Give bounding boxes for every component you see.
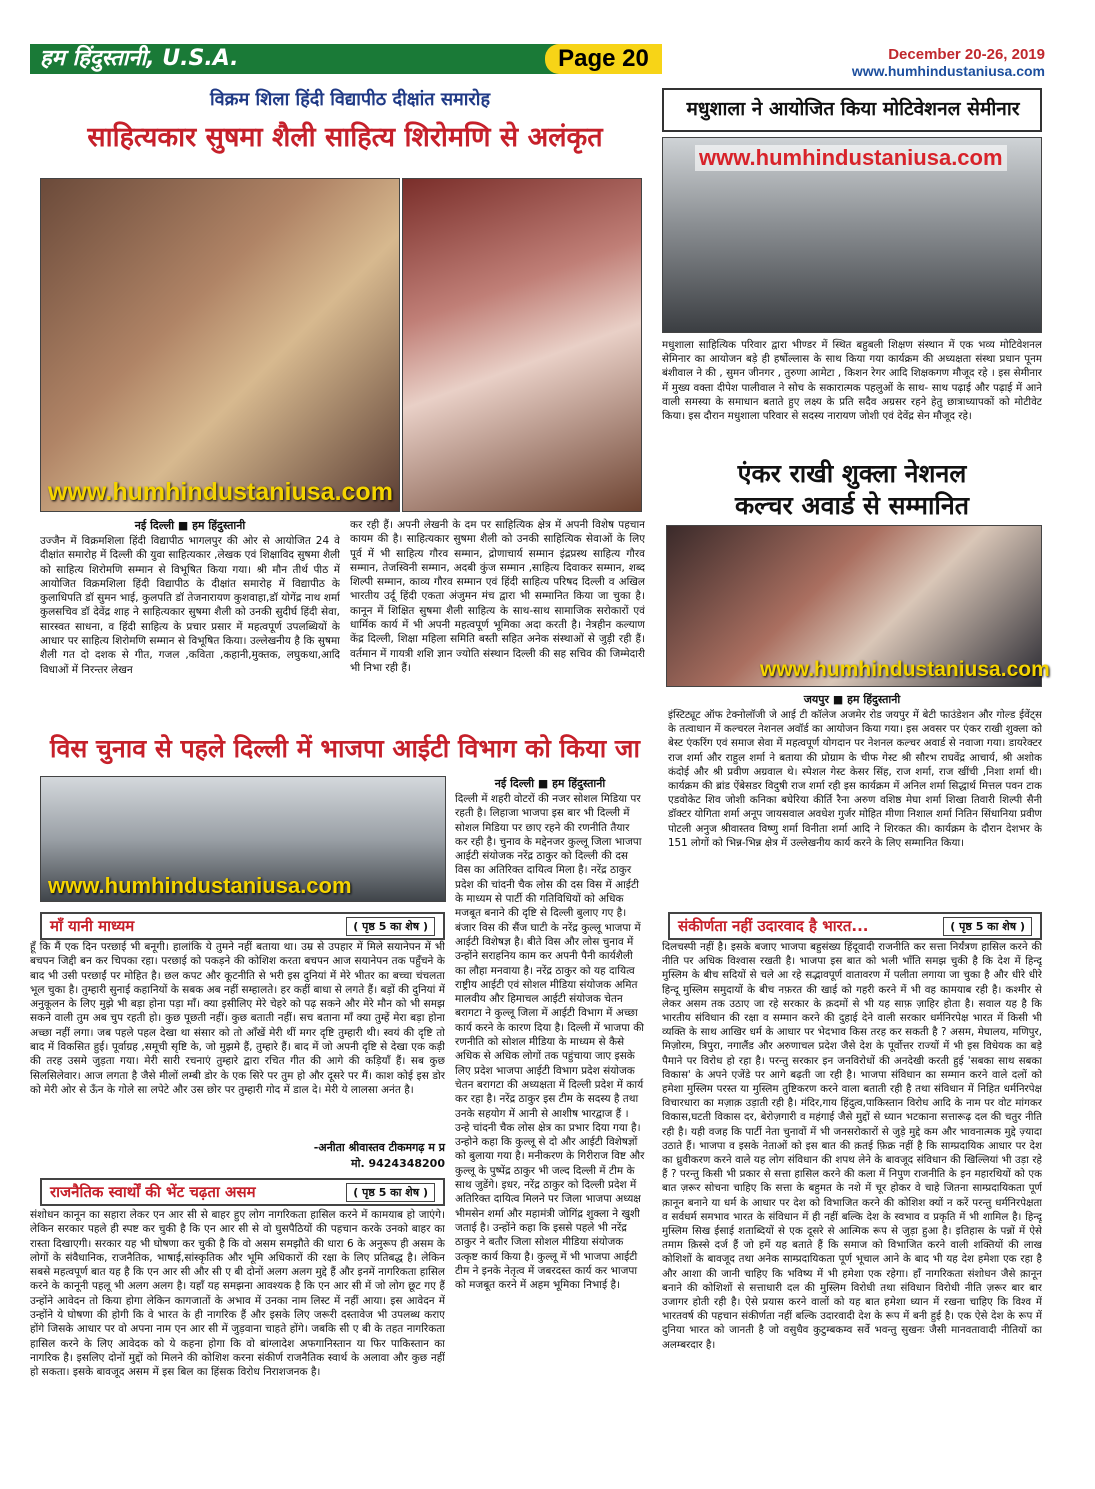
story7-title: संकीर्णता नहीं उदारवाद है भारत... xyxy=(678,917,869,935)
team-watermark: www.humhindustaniusa.com xyxy=(48,873,352,898)
seminar-watermark: www.humhindustaniusa.com xyxy=(695,145,1007,171)
story6-continued: ( पृष्ठ 5 का शेष ) xyxy=(346,1183,435,1202)
story3-body: इंस्टिट्यूट ऑफ टेक्नोलॉजी जे आई टी कॉलेज अजमेर रोड जयपुर में बेटी फाउंडेशन और गोल्ड ईवेंट्स के तत्वाधान में कल्चरल नेशनल अवॉर्ड का आयोजन किया गया। इस अवसर पर एंकर राखी शुक्ला को बेस्ट एंकरिंग एवं समाज सेवा में महत्वपूर्ण योगदान पर नेशनल कल्चर अवार्ड से नवाजा गया। डायरेक्टर राज शर्मा और राहुल शर्मा ने बताया की प्रोग्राम के चीफ गेस्ट श्री सौरभ राघवेंद्र आचार्य, श्री अशोक कंदोई और श्री प्रवीण अग्रवाल थे। स्पेशल गेस्ट केसर सिंह, राज शर्मा, राज खींची ,निशा शर्मा थी। कार्यक्रम की ब्रांड ऐंबेसडर विदुषी राज शर्मा रही इस कार्यक्रम में अनिल शर्मा सिद्धार्थ मित्तल पवन टाक एडवोकेट शिव जोशी कनिका बघेरिया कीर्ति रैना अरुण वशिष्ठ मेघा शर्मा शिखा तिवारी शिल्पी सैनी डॉक्टर योगिता शर्मा अनूप जायसवाल अवधेश गुर्जर मोहित मीणा निशाल शर्मा नितिन सिंधानिया प्रवीण पोटली अनुज श्रीवास्तव विष्णु शर्मा विनीता शर्मा आदि ने शिरकत की। कार्यक्रम के दौरान देशभर के 151 लोगों को भिन्न-भिन्न क्षेत्र में उल्लेखनीय कार्य करने के लिए सम्मानित किया। xyxy=(668,709,1042,849)
story1-column-1: उज्जैन में विक्रमशिला हिंदी विद्यापीठ भागलपुर की ओर से आयोजित 24 वे दीक्षांत समारोह में दिल्ली की युवा साहित्यकार ,लेखक एवं शिक्षाविद सुषमा शैली को साहित्य शिरोमणि सम्मान से विभूषित किया गया। श्री मौन तीर्थ पीठ में आयोजित विक्रमशिला हिंदी विद्यापीठ के दीक्षांत समारोह में विद्यापीठ के कुलाधिपति डॉ सुमन भाई, कुलपति डॉ तेजनारायण कुशवाहा,डॉ योगेंद्र नाथ शर्मा कुलसचिव डॉ देवेंद्र शाह ने साहित्यकार सुषमा शैली को उनकी सुदीर्घ हिंदी सेवा, सारस्वत साधना, व हिंदी साहित्य के प्रचार प्रसार में महत्वपूर्ण उपलब्धियों के आधार पर साहित्य शिरोमणि सम्मान से विभूषित किया। उल्लेखनीय है कि सुषमा शैली गत दो दशक से गीत, गजल ,कविता ,कहानी,मुक्तक, लघुकथा,आदि विधाओं में निरन्तर लेखन xyxy=(40,535,340,676)
story6-body: संशोधन कानून का सहारा लेकर एन आर सी से बाहर हुए लोग नागरिकता हासिल करने में कामयाब हो जाएंगे। लेकिन सरकार पहले ही स्पष्ट कर चुकी है कि एन आर सी से वो घुसपैठियों की पहचान करके उनको बाहर का रास्ता दिखाएगी। सरकार यह भी घोषणा कर चुकी है कि वो असम समझौते की धारा 6 के अनुरूप ही असम के लोगों के संवैधानिक, राजनैतिक, भाषाई,सांस्कृतिक और भूमि अधिकारों की रक्षा के लिए प्रतिबद्ध है। लेकिन सबसे महत्वपूर्ण बात यह है कि एन आर सी और सी ए बी दोनों अलग अलग मुद्दे हैं और इनमें नागरिकता हासिल करने के कानूनी पहलू भी अलग अलग है। यहाँ यह समझना आवश्यक है कि एन आर सी में जो लोग छूट गए हैं उन्होंने आवेदन तो किया होगा लेकिन कागजातों के अभाव में उनका नाम लिस्ट में नहीं आया। इस आवेदन में उन्होंने ये घोषणा की होगी कि वे भारत के ही नागरिक हैं और इसके लिए जरूरी दस्तावेज भी उपलब्ध कराए होंगे जिसके आधार पर वो अपना नाम एन आर सी में जुड़वाना चाहते होंगे। जबकि सी ए बी के तहत नागरिकता हासिल करने के लिए आवेदक को ये कहना होगा कि वो बांग्लादेश अफगानिस्तान या फिर पाकिस्तान का नागरिक है। इसलिए दोनों मुद्दों को मिलने की कोशिश करना संकीर्ण राजनैतिक स्वार्थ के अलावा और कुछ नहीं हो सकता। इसके बावजूद असम में इस बिल का हिंसक विरोध निराशजनक है। xyxy=(30,1209,445,1379)
story5-author: -अनीता श्रीवास्तव टीकमगढ़ म प्र xyxy=(313,1141,445,1154)
story3-headline-2: कल्चर अवार्ड से सम्मानित xyxy=(734,491,970,520)
story5-title: माँ यानी माध्यम xyxy=(50,917,135,935)
story2-headline: मधुशाला ने आयोजित किया मोटिवेशनल सेमीनार xyxy=(686,98,1020,120)
issue-date: December 20-26, 2019 xyxy=(888,46,1045,63)
story3-headline-1: एंकर राखी शुक्ला नेशनल xyxy=(737,459,967,488)
story7-continued: ( पृष्ठ 5 का शेष ) xyxy=(943,917,1032,936)
page-number: Page 20 xyxy=(545,44,662,74)
story5-phone: मो. 9424348200 xyxy=(351,1157,445,1170)
story6-title: राजनैतिक स्वार्थों की भेंट चढ़ता असम xyxy=(50,1183,256,1201)
story1-headline: साहित्यकार सुषमा शैली साहित्य शिरोमणि से अलंकृत xyxy=(87,122,603,153)
website-link[interactable]: www.humhindustaniusa.com xyxy=(851,63,1045,79)
story4-body: दिल्ली में शहरी वोटरों की नजर सोशल मिडिया पर रहती है। लिहाजा भाजपा इस बार भी दिल्ली में सोशल मिडिया पर छाए रहने की रणनीति तैयार कर रही है। चुनाव के मद्देनजर कुल्लू जिला भाजपा आईटी संयोजक नरेंद्र ठाकुर को दिल्ली की दस विस का अतिरिक्त दायित्व मिला है। नरेंद्र ठाकुर प्रदेश की चांदनी चैक लोस की दस विस में आईटी के माध्यम से पार्टी की गतिविधियों को अधिक मजबूत बनाने की दृष्टि से दिल्ली बुलाए गए है। बंजार विस की सैंज घाटी के नरेंद्र कुल्लू भाजपा में आईटी विशेषज्ञ है। बीते विस और लोस चुनाव में उन्होंने सराहनिय काम कर अपनी पैनी कार्यशैली का लौहा मनवाया है। नरेंद्र ठाकुर को यह दायित्व राष्ट्रीय आईटी एवं सोशल मीडिया संयोजक अमित मालवीय और हिमाचल आईटी संयोजक चेतन बरागटा ने कुल्लू जिला में आईटी विभाग में अच्छा कार्य करने के कारण दिया है। दिल्ली में भाजपा की रणनीति को सोशल मीडिया के माध्यम से कैसे अधिक से अधिक लोगों तक पहुंचाया जाए इसके लिए प्रदेश भाजपा आईटी विभाग प्रदेश संयोजक चेतन बरागटा की अध्यक्षता में दिल्ली प्रदेश में कार्य कर रहा है। नरेंद्र ठाकुर इस टीम के सदस्य है तथा उनके सहयोग में आनी से आशीष भारद्वाज हैं । उन्हे चांदनी चैक लोस क्षेत्र का प्रभार दिया गया है। उन्होने कहा कि कुल्लू से दो और आईटी विशेषज्ञों को बुलाया गया है। मनीकरण के गिरीराज विष्ट और कुल्लू के पुष्पेंद्र ठाकुर भी जल्द दिल्ली में टीम के साथ जुडेंगे। इधर, नरेंद्र ठाकुर को दिल्ली प्रदेश में अतिरिक्त दायित्व मिलने पर जिला भाजपा अध्यक्ष भीमसेन शर्मा और महामंत्री जोगिंद्र शुक्ला ने खुशी जताई है। उन्होंने कहा कि इससे पहले भी नरेंद्र ठाकुर ने बतौर जिला सोशल मीडिया संयोजक उत्कृष्ट कार्य किया है। कुल्लू में भी भाजपा आईटी टीम ने इनके नेतृत्व में जबरदस्त कार्य कर भाजपा को मजबूत करने में अहम भूमिका निभाई है। xyxy=(455,793,645,1292)
story1-dateline: नई दिल्ली ■ हम हिंदुस्तानी xyxy=(134,519,246,532)
story1-kicker: विक्रम शिला हिंदी विद्यापीठ दीक्षांत समारोह xyxy=(209,89,491,110)
story3-dateline: जयपुर ■ हम हिंदुस्तानी xyxy=(803,693,901,706)
story4-dateline: नई दिल्ली ■ हम हिंदुस्तानी xyxy=(494,777,606,790)
award-watermark: www.humhindustaniusa.com xyxy=(760,658,1050,681)
story6-section-header xyxy=(40,1178,445,1206)
story4-headline: विस चुनाव से पहले दिल्ली में भाजपा आईटी विभाग को किया जा xyxy=(50,734,640,763)
story5-continued: ( पृष्ठ 5 का शेष ) xyxy=(346,917,435,936)
story5-body: हूँ कि मैं एक दिन परछाई भी बनूगी। हालांकि ये तुमने नहीं बताया था। उम्र से उपहार में मिले सयानेपन में भी बचपन जिद्दी बन कर चिपका रहा। परछाई को पकड़ने की कोशिश करता बचपन आज सयानेपन तक पहुँचने के बाद भी उसी परछाईं पर मोहित है। छल कपट और कूटनीति से भरी इस दुनियां में मेरे भीतर का बच्चा चंचलता भूल चुका है। तुम्हारी सुनाई कहानियों के सबक अब नहीं सम्हालते। हर कहीं बाधा से लगते हैं। बड़ों की दुनियां में अनुकूलन के लिए मुझे भी बड़ा होना पड़ा माँ। क्या इसीलिए मेरे चेहरे को पढ़ सकने और मेरे मौन को भी समझ सकने वाली तुम अब चुप रहती हो। कुछ पूछती नहीं। कुछ बताती नहीं। सच बताना माँ क्या तुम्हें मेरा बड़ा होना अच्छा नहीं लगा। जब पहले पहल देखा था संसार को तो आँखें मेरी थीं मगर दृष्टि तुम्हारी थी। स्वयं की दृष्टि तो बाद में विकसित हुई। पूर्वाग्रह ,समूची सृष्टि के, जो मुझमे हैं, तुम्हारे हैं। बाद में जो अपनी दृष्टि से देखा एक कड़ी की तरह उसमे जुड़ता गया। मेरी सारी रचनाएं तुम्हारे द्वारा रचित गीत की आगे की कड़ियाँ हैं। सब कुछ सिलसिलेवार। आज लगता है जैसे मीलों लम्बी डोर के एक सिरे पर तुम हो और दूसरे पर मैं। काश कोई इस डोर को मेरी ओर से ऊँन के गोले सा लपेटे और उस छोर पर तुम्हारी गोद में डाल दे। मेरी ये लालसा अनंत है। xyxy=(30,941,445,1096)
story7-section-header xyxy=(668,912,1042,940)
award-portrait-photo xyxy=(402,178,642,512)
story5-section-header xyxy=(40,912,445,940)
photo-watermark: www.humhindustaniusa.com xyxy=(48,478,393,506)
story2-body: मधुशाला साहित्यिक परिवार द्वारा भीण्डर में स्थित बहुबली शिक्षण संस्थान में एक भव्य मोटिवेशनल सेमिनार का आयोजन बड़े ही हर्षोल्लास के साथ किया गया कार्यक्रम की अध्यक्षता संस्था प्रधान पूनम बंशीवाल ने की , सुमन जीनगर , तुरुणा आमेटा , किशन रेगर आदि शिक्षकगण मौजूद रहे । इस सेमीनार में मुख्य वक्ता दीपेश पालीवाल ने सोच के सकारात्मक पहलुओं के साथ- साथ पढ़ाई और पढ़ाई में आने वाली समस्या के समाधान बताते हुए लक्ष्य के प्रति सदैव अग्रसर रहने हेतु छात्राध्यापकों को मोटीवेट किया। इस दौरान मधुशाला परिवार से सदस्य नारायण जोशी एवं देवेंद्र सेन मौजूद रहे। xyxy=(662,339,1042,423)
story1-column-2: कर रही हैं। अपनी लेखनी के दम पर साहित्यिक क्षेत्र में अपनी विशेष पहचान कायम की है। साहित्यकार सुषमा शैली को उनकी साहित्यिक सेवाओं के लिए पूर्व में भी साहित्य गौरव सम्मान, द्रोणाचार्य सम्मान इंद्रप्रस्थ साहित्य गौरव सम्मान, तेजस्विनी सम्मान, अदबी कुंज सम्मान ,साहित्य दिवाकर सम्मान, शब्द शिल्पी सम्मान, काव्य गौरव सम्मान एवं हिंदी साहित्य परिषद दिल्ली व अखिल भारतीय उर्दू हिंदी एकता अंजुमन मंच द्वारा भी सम्मानित किया जा चुका है। कानून में शिक्षित सुषमा शैली साहित्य के साथ-साथ सामाजिक सरोकारों एवं धार्मिक कार्य में भी अपनी महत्वपूर्ण भूमिका अदा करती है। नेत्रहीन कल्याण केंद्र दिल्ली, शिक्षा महिला समिति बस्ती सहित अनेक संस्थाओं से जुड़ी रही हैं। वर्तमान में गायत्री शशि ज्ञान ज्योति संस्थान दिल्ली की सह सचिव की जिम्मेदारी भी निभा रही हैं। xyxy=(350,519,645,674)
award-ceremony-photo xyxy=(40,178,400,512)
story7-body: दिलचस्पी नहीं है। इसके बजाए भाजपा बहुसंख्य हिंदूवादी राजनीति कर सत्ता निर्यंत्रण हासिल करने की नीति पर अधिक विश्वास रखती है। भाजपा इस बात को भली भाँति समझ चुकी है कि देश में हिन्दू मुस्लिम के बीच सदियों से चले आ रहे सद्भावपूर्ण वातावरण में पलीता लगाया जा चुका है और धीरे धीरे हिन्दू मुस्लिम समुदायों के बीच नफ़रत की खाई को गहरी करने में भी वह कामयाब रही है। कश्मीर से लेकर असम तक उठाए जा रहे सरकार के क़दमों से भी यह साफ़ ज़ाहिर होता है। सवाल यह है कि भारतीय संविधान की रक्षा व सम्मान करने की दुहाई देने वाली सरकार धर्मनिरपेक्ष भारत में किसी भी व्यक्ति के साथ आखिर धर्म के आधार पर भेदभाव किस तरह कर सकती है ? असम, मेघालय, मणिपुर, मिज़ोरम, त्रिपुरा, नगालैंड और अरुणाचल प्रदेश जैसे देश के पूर्वोत्तर राज्यों में भी इस विधेयक का बड़े पैमाने पर विरोध हो रहा है। परन्तु सरकार इन जनविरोधों की अनदेखी करती हुई 'सबका साथ सबका विकास' के अपने एजेंडे पर आगे बढ़ती जा रही है। भाजपा संविधान का सम्मान करने वाले दलों को हमेशा मुस्लिम परस्त या मुस्लिम तुष्टिकरण करने वाला बताती रही है तथा संविधान में निहित धर्मनिरपेक्ष विचारधारा का मज़ाक़ उड़ाती रही है। मंदिर,गाय हिंदुत्व,पाकिस्तान विरोध आदि के नाम पर वोट मांगकर विकास,घटती विकास दर, बेरोज़गारी व महंगाई जैसे मुद्दों से ध्यान भटकाना सत्तारूढ़ दल की चतुर नीति रही है। यही वजह कि पार्टी नेता चुनावों में भी जनसरोकारों से जुड़े मुद्दे कम और भावनात्मक मुद्दे ज़्यादा उठाते हैं। भाजपा व इसके नेताओं को इस बात की क़तई फ़िक्र नहीं है कि साम्प्रदायिक आधार पर देश का ध्रुवीकरण करने वाले यह लोग संविधान की शपथ लेने के बावजूद संविधान की खिल्लियां भी उड़ा रहे हैं ? परन्तु किसी भी प्रकार से सत्ता हासिल करने की कला में निपुण राजनीति के इन महारथियों को एक बात ज़रूर सोचना चाहिए कि सत्ता के बहुमत के नशे में चूर होकर वे चाहे जितना साम्प्रदायिकता पूर्ण क़ानून बनाने या धर्म के आधार पर देश को विभाजित करने की कोशिश क्यों न करें परन्तु धर्मनिरपेक्षता व सर्वधर्म समभाव भारत के संविधान में ही नहीं बल्कि देश के स्वभाव व प्रकृति में भी शामिल है। हिन्दू मुस्लिम सिख ईसाई शताब्दियों से एक दूसरे से आत्मिक रूप से जुड़ा हुआ है। इतिहास के पन्नों में ऐसे तमाम क़िस्से दर्ज हैं जो हमें यह बताते हैं कि समाज को विभाजित करने वाली शक्तियों की लाख कोशिशों के बावजूद तथा अनेक साम्प्रदायिकता पूर्ण भूचाल आने के बाद भी यह देश हमेशा एक रहा है और आशा की जानी चाहिए कि भविष्य में भी हमेशा एक रहेगा। हाँ नागरिकता संशोधन जैसे क़ानून बनाने की कोशिशों से सत्ताधारी दल की मुस्लिम विरोधी तथा संविधान विरोधी नीति ज़रूर बार बार उजागर होती रही है। ऐसे प्रयास करने वालों को यह बात हमेशा ध्यान में रखना चाहिए कि विश्व में भारतवर्ष की पहचान संकीर्णता नहीं बल्कि उदारवादी देश के रूप में बनी हुई है। एक ऐसे देश के रूप में दुनिया भारत को जानती है जो वसुधैव कुटुम्बकम्व सर्वे भवन्तु सुखनः जैसी मानवतावादी नीतियों का अलम्बरदार है। xyxy=(662,941,1042,1351)
paper-masthead: हम हिंदुस्तानी, U.S.A. xyxy=(30,44,662,74)
